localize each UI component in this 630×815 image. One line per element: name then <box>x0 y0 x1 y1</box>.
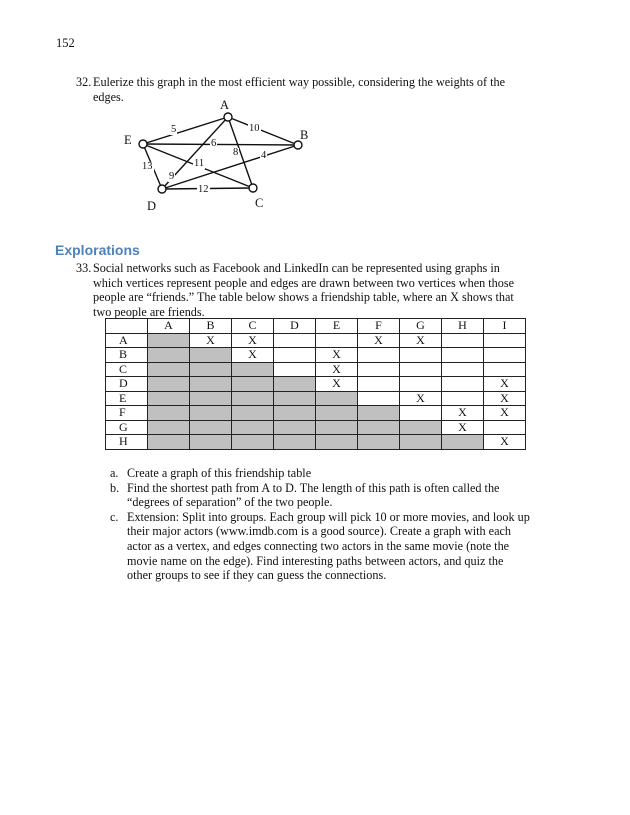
column-header: E <box>316 319 358 334</box>
table-cell <box>316 391 358 406</box>
table-cell <box>484 362 526 377</box>
table-cell: X <box>400 391 442 406</box>
table-cell <box>400 406 442 421</box>
weight-label: 13 <box>142 161 153 172</box>
subquestion-text: Extension: Split into groups. Each group will pick 10 or more movies, and look up their major actors (www.imdb.com is a good source). Create a graph with each actor as a vertex, and edges connecting two actors in the same movie (note the movie name on the edge). Find interesting paths between actors, and quiz the other groups to see if they can guess the connections. <box>127 509 530 583</box>
table-cell <box>400 435 442 450</box>
table-cell: X <box>400 333 442 348</box>
vertex-label-A: A <box>220 98 230 112</box>
table-cell <box>442 391 484 406</box>
table-cell <box>484 348 526 363</box>
table-cell <box>232 406 274 421</box>
table-cell <box>190 391 232 406</box>
table-header-row <box>106 319 526 334</box>
subquestion-text: Find the shortest path from A to D. The length of this path is often called the “degrees of separation” of the two people. <box>127 480 500 510</box>
table-cell <box>358 348 400 363</box>
weight-label: 11 <box>194 158 205 169</box>
table-cell <box>484 333 526 348</box>
vertex-label-E: E <box>124 133 132 147</box>
table-cell: X <box>484 435 526 450</box>
table-cell <box>190 377 232 392</box>
table-cell <box>232 362 274 377</box>
weight-label: 10 <box>249 123 260 134</box>
table-cell <box>400 362 442 377</box>
table-cell <box>442 377 484 392</box>
row-header: E <box>106 391 148 406</box>
table-cell <box>400 420 442 435</box>
weight-label: 5 <box>171 124 177 135</box>
table-cell <box>148 348 190 363</box>
problem-number: 33. <box>76 261 92 275</box>
table-cell <box>316 406 358 421</box>
subquestion-c <box>110 510 530 583</box>
column-header: G <box>400 319 442 334</box>
section-title: Explorations <box>55 242 140 258</box>
table-cell <box>442 348 484 363</box>
table-cell <box>358 391 400 406</box>
subquestion-letter: b. <box>110 480 120 495</box>
table-cell <box>232 391 274 406</box>
table-cell <box>442 333 484 348</box>
table-row <box>106 333 526 348</box>
table-cell <box>274 406 316 421</box>
table-cell <box>442 435 484 450</box>
column-header: D <box>274 319 316 334</box>
vertex-label-D: D <box>147 199 157 213</box>
table-row <box>106 406 526 421</box>
row-header: A <box>106 333 148 348</box>
table-cell <box>400 377 442 392</box>
table-row <box>106 348 526 363</box>
column-header: A <box>148 319 190 334</box>
subquestion-b <box>110 481 530 510</box>
table-cell <box>232 420 274 435</box>
table-cell <box>442 362 484 377</box>
vertex-label-B: B <box>300 128 309 142</box>
table-cell: X <box>484 391 526 406</box>
table-cell <box>316 420 358 435</box>
row-header: H <box>106 435 148 450</box>
table-cell <box>232 377 274 392</box>
table-cell: X <box>190 333 232 348</box>
table-cell <box>190 348 232 363</box>
table-cell <box>358 377 400 392</box>
table-cell <box>274 377 316 392</box>
table-cell <box>274 435 316 450</box>
vertex-label-C: C <box>255 196 264 210</box>
table-cell <box>148 435 190 450</box>
table-cell <box>148 391 190 406</box>
table-cell <box>358 420 400 435</box>
weight-label: 9 <box>169 171 175 182</box>
subquestion-letter: a. <box>110 466 119 480</box>
table-row <box>106 435 526 450</box>
vertex-A <box>224 113 232 121</box>
graph-svg <box>110 100 330 215</box>
table-cell: X <box>316 362 358 377</box>
vertex-E <box>139 140 147 148</box>
page-number: 152 <box>56 36 75 50</box>
table-cell: X <box>232 348 274 363</box>
table-row <box>106 362 526 377</box>
row-header: B <box>106 348 148 363</box>
subquestion-a <box>110 466 530 481</box>
table-cell <box>190 406 232 421</box>
table-cell: X <box>316 348 358 363</box>
table-row <box>106 391 526 406</box>
weighted-graph <box>110 100 330 215</box>
table-cell <box>148 333 190 348</box>
table-cell: X <box>484 406 526 421</box>
table-cell <box>148 406 190 421</box>
table-cell <box>358 435 400 450</box>
table-cell: X <box>358 333 400 348</box>
weight-label: 8 <box>233 147 239 158</box>
table-cell: X <box>316 377 358 392</box>
table-cell: X <box>232 333 274 348</box>
problem-text: Eulerize this graph in the most efficient way possible, considering the weights of the edges. <box>93 75 506 104</box>
table-cell <box>148 420 190 435</box>
column-header: H <box>442 319 484 334</box>
problem-33 <box>76 261 531 319</box>
vertex-C <box>249 184 257 192</box>
subquestion-text: Create a graph of this friendship table <box>127 466 312 480</box>
table-cell <box>232 435 274 450</box>
table-cell <box>274 420 316 435</box>
table-cell <box>190 420 232 435</box>
weight-label: 4 <box>261 150 267 161</box>
row-header: C <box>106 362 148 377</box>
table-cell <box>484 420 526 435</box>
table-cell <box>190 435 232 450</box>
row-header: F <box>106 406 148 421</box>
table-cell: X <box>484 377 526 392</box>
weight-label: 12 <box>198 184 209 195</box>
column-header: F <box>358 319 400 334</box>
table-cell <box>316 435 358 450</box>
table-cell <box>316 333 358 348</box>
table-cell <box>358 362 400 377</box>
weight-label: 6 <box>211 138 217 149</box>
column-header: I <box>484 319 526 334</box>
table-cell <box>358 406 400 421</box>
column-header: B <box>190 319 232 334</box>
problem-text: Social networks such as Facebook and LinkedIn can be represented using graphs in which vertices represent people and edges are drawn between two vertices when those people are “friends.” The table below shows a friendship table, where an X shows that two people are friends. <box>93 261 514 319</box>
row-header: G <box>106 420 148 435</box>
row-header: D <box>106 377 148 392</box>
column-header: C <box>232 319 274 334</box>
table-cell <box>274 391 316 406</box>
table-cell <box>400 348 442 363</box>
problem-number: 32. <box>76 75 92 89</box>
table-cell <box>190 362 232 377</box>
friendship-table <box>105 318 526 450</box>
table-cell <box>274 362 316 377</box>
table-row <box>106 420 526 435</box>
corner-cell <box>106 319 148 334</box>
table-cell: X <box>442 420 484 435</box>
vertex-D <box>158 185 166 193</box>
table-cell <box>148 362 190 377</box>
table-cell: X <box>442 406 484 421</box>
subquestions <box>110 466 530 583</box>
table-row <box>106 377 526 392</box>
subquestion-letter: c. <box>110 509 119 524</box>
edge-A-B <box>228 117 298 145</box>
edge-E-B <box>143 144 298 145</box>
table-cell <box>274 333 316 348</box>
table-cell <box>148 377 190 392</box>
table-cell <box>274 348 316 363</box>
